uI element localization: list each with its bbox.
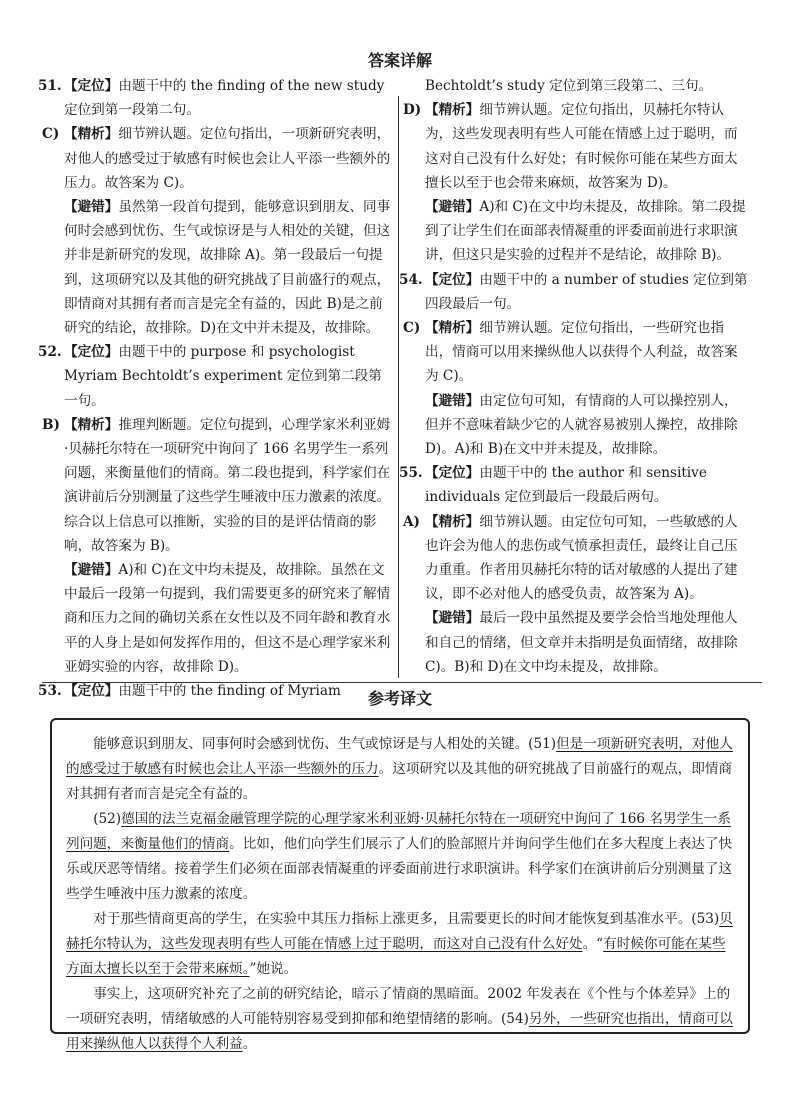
entry-tag: 【精析】 [64,416,119,433]
entry-marker: 55. [399,465,423,482]
answer-entry [42,195,392,340]
entry-text: 由题干中的 the author 和 sensitive individuals 定位到最后一段最后两句。 [425,465,707,506]
entry-text: 虽然第一段首句提到，能够意识到朋友、同事何时会感到忧伤、生气或惊讶是与人相处的关键，但这并非是新研究的发现，故排除 A)。第一段最后一句提到，这项研究以及其他的研究挑战了目前盛行的观点，即情商对其拥有者而言是完全有益的，因此 B)是之前研究的结论，故排除。D)在文中并未提及，故排除。 [64,199,391,337]
translation-text: 对于那些情商更高的学生，在实验中其压力指标上涨更多，且需要更长的时间才能恢复到基准水平。(53) [93,911,720,927]
translation-heading: 参考译文 [367,689,432,708]
entry-marker: 51. [38,78,62,94]
answer-entry [42,413,392,558]
translation-text: 。 [242,1036,257,1052]
underlined-answer-sentence: 有时候你可能在某些方面太擅长以至于会带来麻烦。 [66,936,726,977]
answer-entry [403,510,748,607]
answer-entry [403,316,748,389]
translation-text: 。这项研究以及其他的研究挑战了目前盛行的观点，即情商对其拥有者而言是完全有益的。 [66,761,733,802]
underlined-answer-sentence: 另外，一些研究也指出，情商可以用来操纵他人以获得个人利益 [66,1011,733,1052]
translation-text: 能够意识到朋友、同事何时会感到忧伤、生气或惊讶是与人相处的关键。(51) [93,736,557,752]
translation-box [50,718,750,1052]
translation-text: ”她说。 [249,961,298,977]
entry-marker: 54. [399,271,423,288]
entry-marker: 52. [38,344,62,361]
translation-text: 事实上，这项研究补充了之前的研究结论，暗示了情商的黑暗面。2002 年发表在《个性与个体差异》上的一项研究表明，情绪敏感的人可能特别容易受到抑郁和绝望情绪的影响。(54) [66,986,731,1027]
translation-paragraph [66,907,734,982]
entry-marker: 53. [38,683,62,700]
entry-tag: 【定位】 [64,344,119,361]
entry-text: 细节辨认题。由定位句可知，一些敏感的人也许会为他人的悲伤或气愤承担责任，最终让自己压力重重。作者用贝赫托尔特的话对敏感的人提出了建议，即不必对他人的感受负责，故答案为 A)。 [425,513,738,603]
entry-text: Bechtoldt’s study 定位到第三段第二、三句。 [425,78,713,94]
translation-paragraph [66,732,734,807]
entry-tag: 【精析】 [425,320,480,337]
left-column [38,74,392,703]
entry-tag: 【避错】 [425,392,480,409]
entry-tag: 【避错】 [425,610,480,627]
column-divider [398,96,399,678]
answer-entry [403,98,748,195]
entry-tag: 【定位】 [425,465,480,482]
section-divider [42,682,762,683]
answer-entry [403,606,748,679]
entry-text: 由题干中的 the finding of Myriam [118,683,341,700]
translation-text: 。“ [582,936,604,952]
answer-entry [38,340,392,413]
translation-text: (52) [93,811,122,827]
translation-paragraph [66,807,734,907]
entry-marker: A) [403,513,420,530]
answer-entry [42,558,392,679]
page-title: 答案详解 [367,51,432,70]
answer-entry [399,461,748,509]
answer-entry [42,122,392,195]
entry-text: 最后一段中虽然提及要学会恰当地处理他人和自己的情绪，但文章并未指明是负面情绪，故排除 C)。B)和 D)在文中均未提及，故排除。 [425,610,738,675]
answer-entry [403,195,748,268]
entry-tag: 【定位】 [64,683,119,700]
entry-marker: D) [403,102,422,119]
answer-entry [403,389,748,462]
entry-text: 细节辨认题。定位句指出，一项新研究表明，对他人的感受过于敏感有时候也会让人平添一些额外的压力。故答案为 C)。 [64,126,391,191]
entry-text: A)和 C)在文中均未提及，故排除。第二段提到了让学生们在面部表情凝重的评委面前进行求职演讲，但这只是实验的过程并不是结论，故排除 B)。 [425,199,746,264]
answer-entry [38,74,392,122]
entry-text: 细节辨认题。定位句指出，一些研究也指出，情商可以用来操纵他人以获得个人利益，故答案为 C)。 [425,320,738,385]
entry-text: A)和 C)在文中均未提及，故排除。虽然在文中最后一段第一句提到，我们需要更多的研究来了解情商和压力之间的确切关系在女性以及不同年龄和教育水平的人身上是如何发挥作用的，但这不是心理学家米利亚姆实验的内容，故排除 D)。 [64,562,391,675]
entry-text: 由定位句可知，有情商的人可以操控别人，但并不意味着缺少它的人就容易被别人操控，故排除 D)。A)和 B)在文中并未提及，故排除。 [425,392,738,458]
entry-text: 细节辨认题。定位句指出，贝赫托尔特认为，这些发现表明有些人可能在情感上过于聪明，而这对自己没有什么好处；有时候你可能在某些方面太擅长以至于也会带来麻烦，故答案为 D)。 [425,102,738,191]
entry-marker: C) [42,126,60,143]
entry-tag: 【避错】 [425,199,480,216]
entry-tag: 【定位】 [425,271,480,288]
entry-text: 由题干中的 purpose 和 psychologist Myriam Bechtoldt’s experiment 定位到第二段第一句。 [64,344,382,409]
translation-text: 。比如，他们向学生们展示了人们的脸部照片并询问学生他们在多大程度上表达了快乐或厌恶等情绪。接着学生们必须在面部表情凝重的评委面前进行求职演讲。科学家们在演讲前后分别测量了这些学生唾液中压力激素的浓度。 [66,836,733,902]
entry-text: 推理判断题。定位句提到，心理学家米利亚姆·贝赫托尔特在一项研究中询问了 166 名男学生一系列问题，来衡量他们的情商。第二段也提到，科学家们在演讲前后分别测量了这些学生唾液中压力激素的浓度。综合以上信息可以推断，实验的目的是评估情商的影响，故答案为 B)。 [64,416,391,554]
underlined-answer-sentence: 但是一项新研究表明，对他人的感受过于敏感有时候也会让人平添一些额外的压力 [66,736,733,777]
entry-text: 由题干中的 a number of studies 定位到第四段最后一句。 [425,271,748,312]
underlined-answer-sentence: 德国的法兰克福金融管理学院的心理学家米利亚姆·贝赫托尔特在一项研究中询问了 166 名男学生一系列问题，来衡量他们的情商 [66,811,731,852]
entry-marker: B) [42,416,60,433]
entry-tag: 【精析】 [64,126,119,143]
answer-entry [399,268,748,316]
entry-tag: 【避错】 [64,562,119,579]
entry-tag: 【定位】 [64,78,119,94]
underlined-answer-sentence: 贝赫托尔特认为，这些发现表明有些人可能在情感上过于聪明，而这对自己没有什么好处 [66,911,733,952]
entry-tag: 【避错】 [64,199,119,216]
entry-tag: 【精析】 [425,102,480,119]
entry-marker: C) [403,320,421,337]
translation-paragraph [66,982,734,1057]
entry-tag: 【精析】 [425,513,480,530]
answer-entry [403,74,748,98]
entry-text: 由题干中的 the finding of the new study 定位到第一段第二句。 [64,78,385,119]
right-column [399,74,748,679]
